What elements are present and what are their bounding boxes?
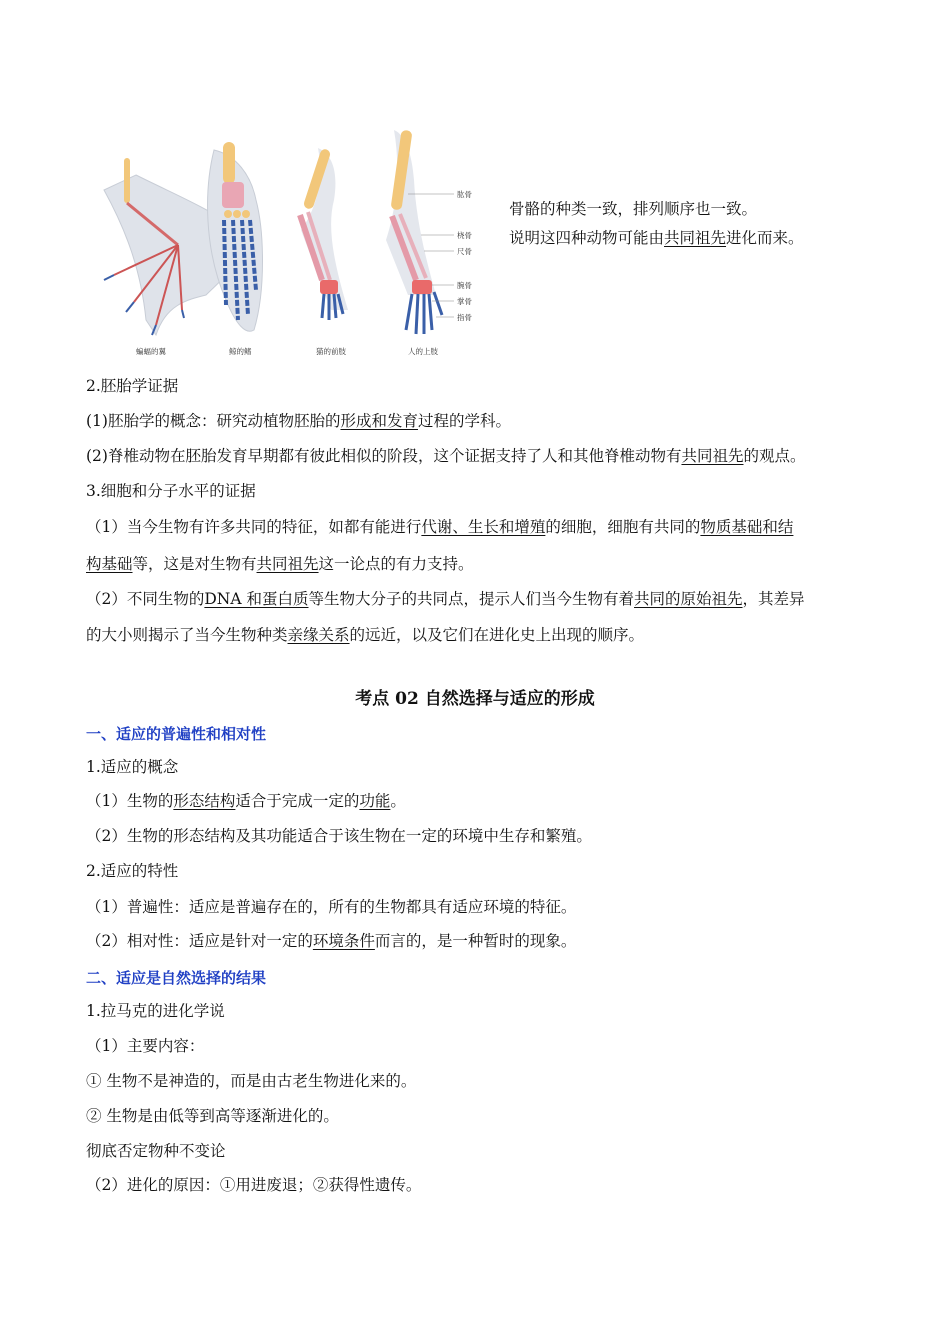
figure-note-line2: 说明这四种动物可能由共同祖先进化而来。	[509, 229, 804, 247]
underlined-answer: 共同祖先	[664, 229, 727, 247]
cell-para-2-cont: 的大小则揭示了当今生物种类亲缘关系的远近，以及它们在进化史上出现的顺序。	[86, 626, 645, 644]
lamarck-heading: 1.拉马克的进化学说	[86, 1002, 225, 1020]
lamarck-para-4: 彻底否定物种不变论	[86, 1142, 226, 1160]
lamarck-para-2: ① 生物不是神造的，而是由古老生物进化来的。	[86, 1072, 417, 1090]
underlined-answer: 代谢、生长和增殖	[421, 518, 546, 536]
underlined-answer: 功能	[359, 792, 391, 810]
whale-flipper-illustration	[208, 142, 263, 331]
caption-whale-flipper: 鲸的鳍	[229, 347, 252, 356]
cat-forelimb-illustration	[300, 148, 348, 320]
caption-bat-wing: 蝙蝠的翼	[136, 347, 166, 356]
cell-heading: 3.细胞和分子水平的证据	[86, 482, 256, 500]
trait-para-1: （1）普遍性：适应是普遍存在的，所有的生物都具有适应环境的特征。	[86, 898, 577, 916]
heading-natural-selection: 二、适应是自然选择的结果	[86, 969, 267, 987]
bone-label-metacarpals: 掌骨	[457, 297, 472, 306]
figure-note-line1: 骨骼的种类一致，排列顺序也一致。	[509, 200, 758, 218]
lamarck-para-5: （2）进化的原因：①用进废退；②获得性遗传。	[86, 1176, 422, 1194]
lamarck-para-1: （1）主要内容：	[86, 1037, 205, 1055]
bone-label-carpals: 腕骨	[457, 281, 472, 290]
heading-adaptation-universality: 一、适应的普遍性和相对性	[86, 725, 267, 743]
bone-label-phalanges: 指骨	[457, 313, 472, 322]
underlined-answer: DNA 和蛋白质	[204, 590, 309, 608]
section-title: 考点 02 自然选择与适应的形成	[355, 689, 595, 709]
cell-para-2: （2）不同生物的DNA 和蛋白质等生物大分子的共同点，提示人们当今生物有着共同的原始祖先，其差异	[86, 590, 805, 608]
underlined-answer: 共同的原始祖先	[634, 590, 743, 608]
underlined-answer: 共同祖先	[256, 555, 319, 573]
bone-label-radius: 桡骨	[457, 231, 472, 240]
underlined-answer: 构基础	[86, 555, 133, 573]
underlined-answer: 物质基础和结	[700, 518, 794, 536]
underlined-answer: 共同祖先	[681, 447, 744, 465]
bone-label-ulna: 尺骨	[457, 247, 472, 256]
concept-para-2: （2）生物的形态结构及其功能适合于该生物在一定的环境中生存和繁殖。	[86, 827, 592, 845]
trait-para-2: （2）相对性：适应是针对一定的环境条件而言的，是一种暂时的现象。	[86, 932, 577, 950]
lamarck-para-3: ② 生物是由低等到高等逐渐进化的。	[86, 1107, 339, 1125]
underlined-answer: 环境条件	[312, 932, 375, 950]
caption-human-arm: 人的上肢	[408, 347, 438, 356]
human-arm-illustration	[386, 130, 454, 334]
bone-label-humerus: 肱骨	[457, 190, 472, 199]
homologous-limbs-figure	[86, 120, 486, 368]
underlined-answer: 形成和发育	[340, 412, 418, 430]
embryo-para-1: (1)胚胎学的概念：研究动植物胚胎的形成和发育过程的学科。	[86, 412, 511, 430]
underlined-answer: 形态结构	[173, 792, 236, 810]
caption-cat-forelimb: 猫的前肢	[316, 347, 346, 356]
trait-heading: 2.适应的特性	[86, 862, 179, 880]
embryo-para-2: (2)脊椎动物在胚胎发育早期都有彼此相似的阶段，这个证据支持了人和其他脊椎动物有共同祖先的观点。	[86, 447, 806, 465]
cell-para-1: （1）当今生物有许多共同的特征，如都有能进行代谢、生长和增殖的细胞，细胞有共同的物质基础和结	[86, 518, 794, 536]
concept-heading: 1.适应的概念	[86, 758, 179, 776]
underlined-answer: 亲缘关系	[287, 626, 350, 644]
embryo-heading: 2.胚胎学证据	[86, 377, 179, 395]
cell-para-1-cont: 构基础等，这是对生物有共同祖先这一论点的有力支持。	[86, 555, 474, 573]
concept-para-1: （1）生物的形态结构适合于完成一定的功能。	[86, 792, 406, 810]
